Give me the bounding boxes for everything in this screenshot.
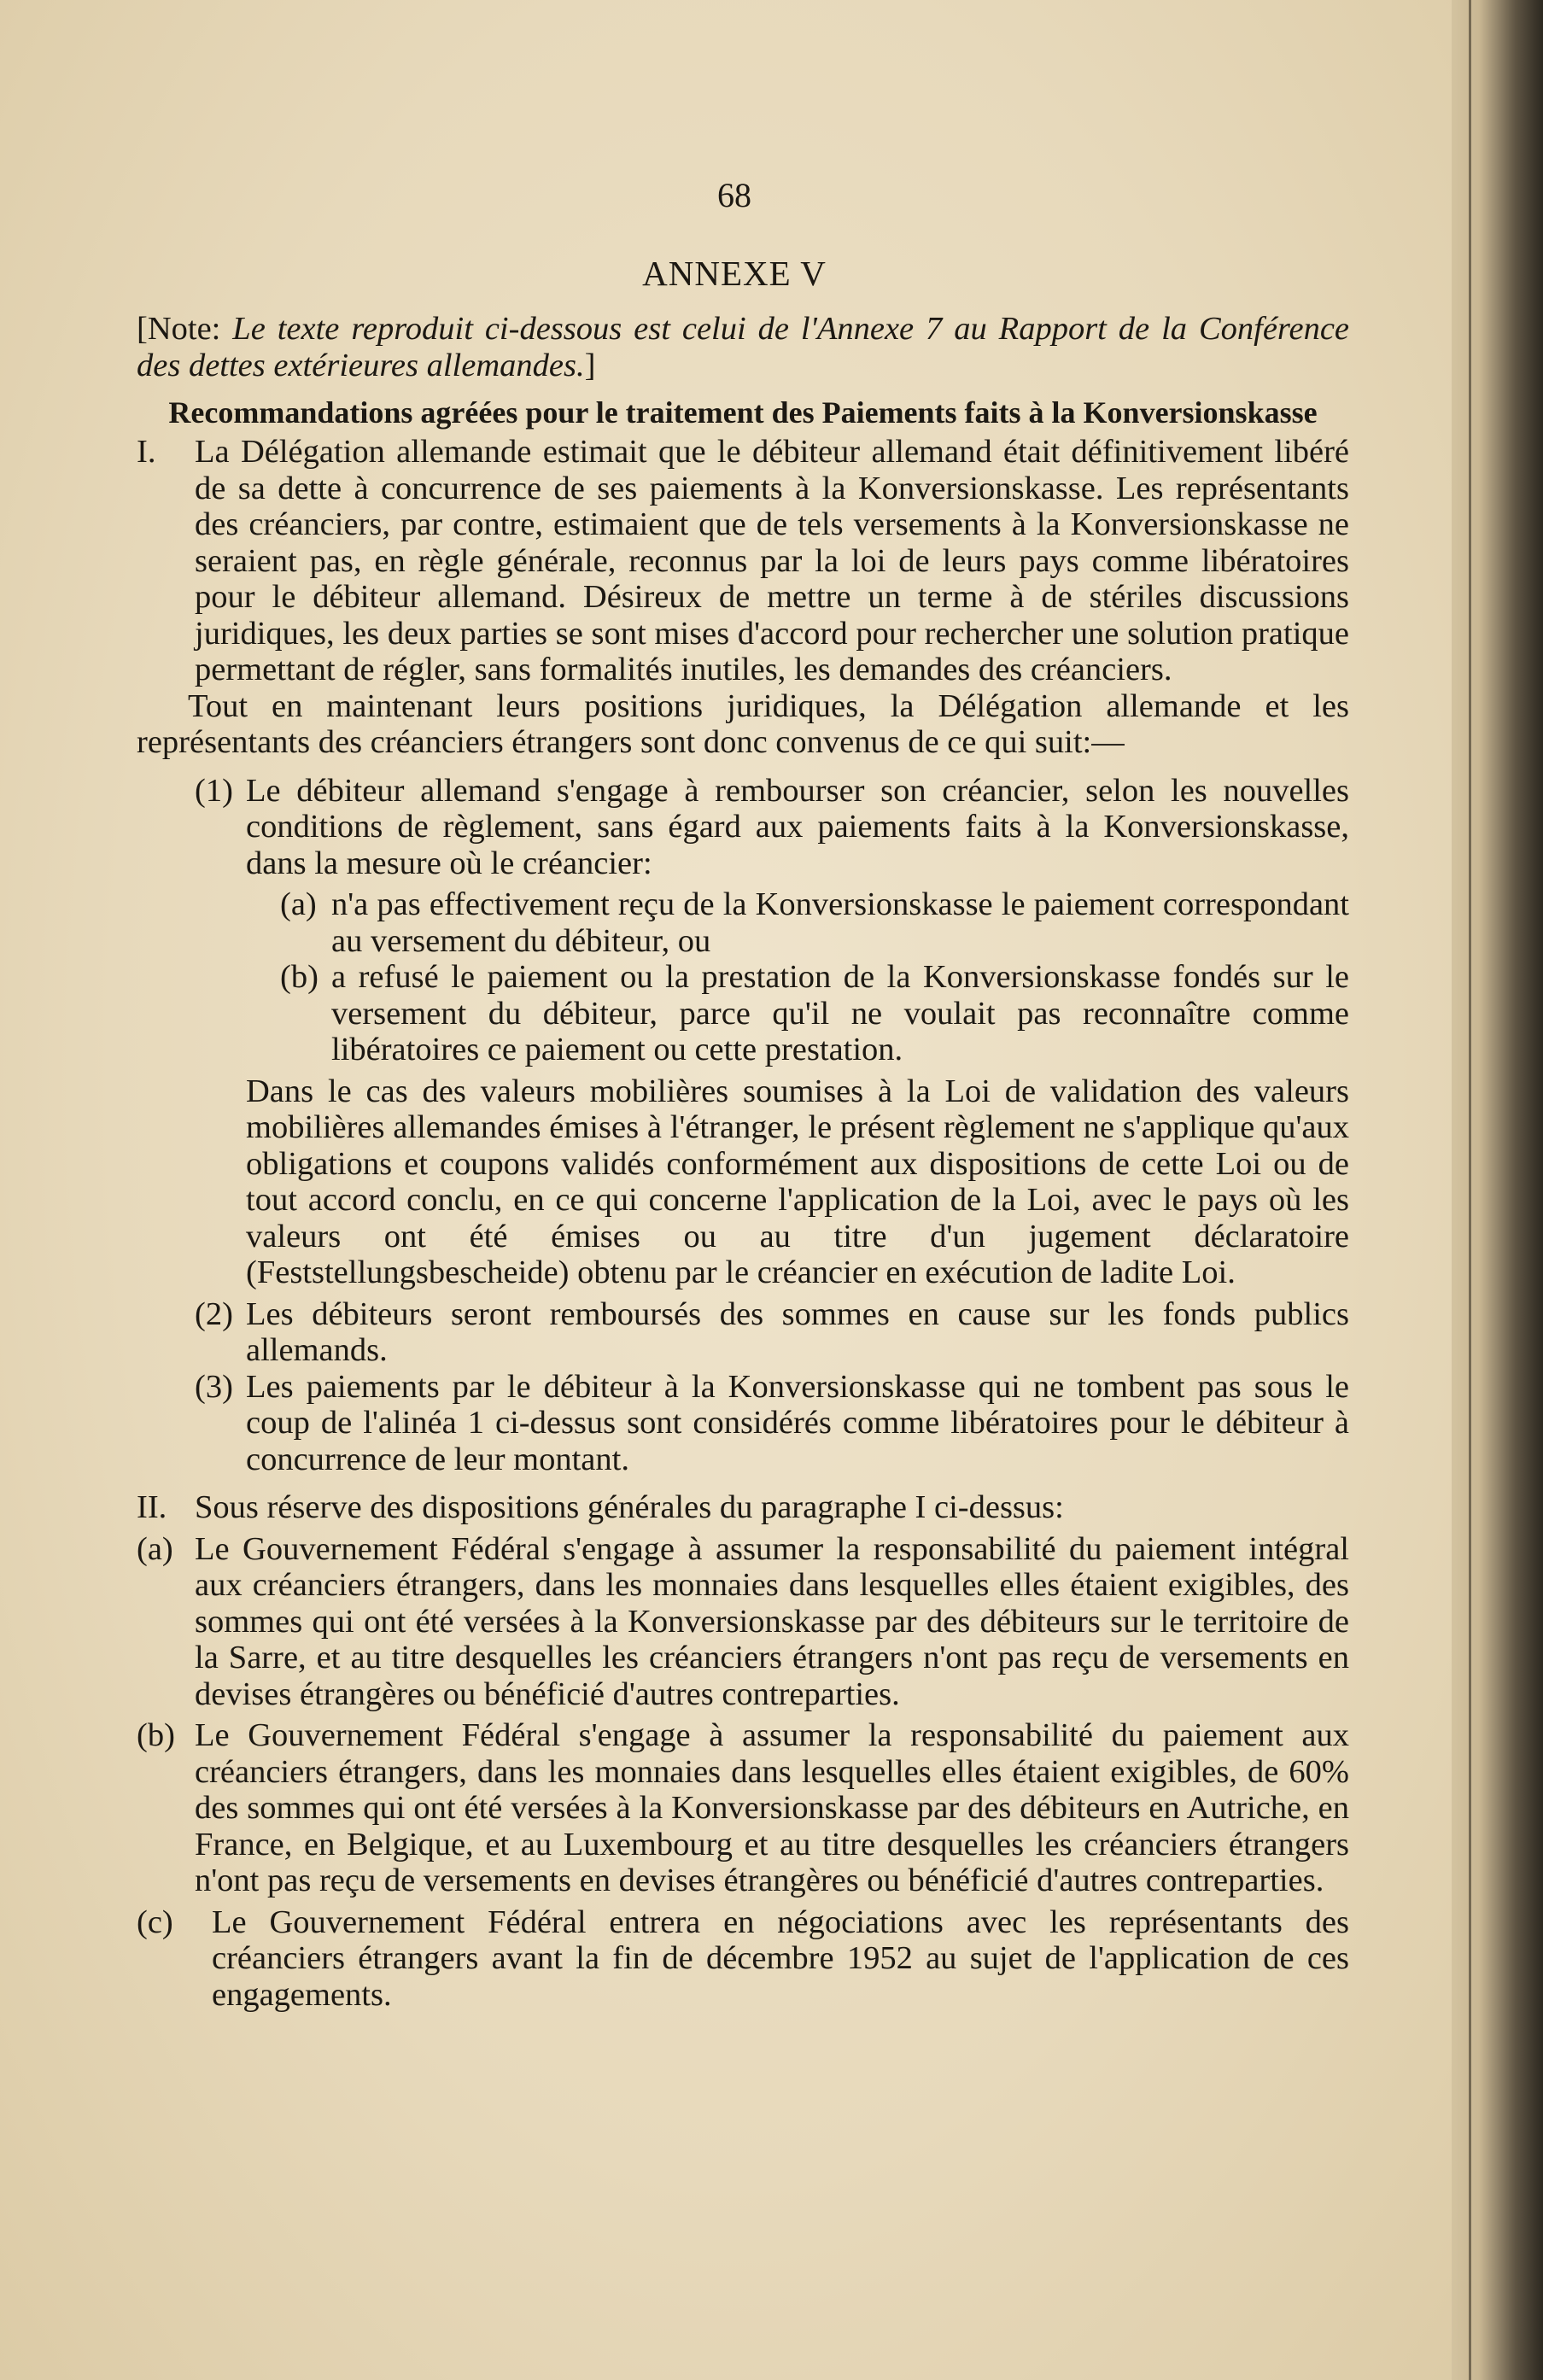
securities-paragraph: Dans le cas des valeurs mobilières soumises à la Loi de validation des valeurs mobilières allemandes émises à l'étranger, le présent règlement ne s'applique qu'aux obligations et coupons validés conformément aux dispositions de cette Loi ou de tout accord conclu, en ce qui concerne l'application de la Loi, avec le pays où les valeurs ont été émises ou au titre d'un jugement déclaratoire (Feststellungsbescheide) obtenu par le créancier en exécution de ladite Loi. — [246, 1073, 1349, 1290]
list-item-label: (3) — [195, 1368, 233, 1405]
section-2-item-label: (c) — [137, 1903, 173, 1940]
section-1-para-2: Tout en maintenant leurs positions juridiques, la Délégation allemande et les représentants des créanciers étrangers sont donc convenus de ce qui suit:— — [137, 687, 1349, 760]
list-item-label: (2) — [195, 1295, 233, 1332]
list-item-2 — [137, 1296, 1349, 1369]
page-edge-line — [1469, 0, 1471, 2380]
section-2-item-text: Le Gouvernement Fédéral s'engage à assumer la responsabilité du paiement aux créanciers étrangers, dans les monnaies dans lesquelles elles étaient exigibles, de 60% des sommes qui ont été versées à la Konversionskasse par des débiteurs en Autriche, en France, en Belgique, et au Luxembourg et au titre desquelles les créanciers étrangers n'ont pas reçu de versements en devises étrangères ou bénéficié d'autres contreparties. — [195, 1717, 1349, 1898]
section-2-intro — [137, 1489, 1349, 1526]
section-2-item-label: (b) — [137, 1717, 175, 1753]
sub-item-b — [137, 959, 1349, 1068]
list-item-text: Les paiements par le débiteur à la Konversionskasse qui ne tombent pas sous le coup de l'alinéa 1 ci-dessus sont considérés comme libératoires pour le débiteur à concurrence de leur montant. — [246, 1368, 1349, 1477]
section-2-item-c — [137, 1904, 1349, 2014]
page-number: 68 — [717, 176, 751, 214]
editor-note — [137, 311, 1349, 383]
list-item-text: Les débiteurs seront remboursés des sommes en cause sur les fonds publics allemands. — [246, 1295, 1349, 1368]
note-prefix: [Note: — [137, 311, 233, 347]
section-2-item-b — [137, 1717, 1349, 1899]
note-italic: Le texte reproduit ci-dessous est celui de l'Annexe 7 au Rapport de la Conférence des dettes extérieures allemandes. — [137, 311, 1349, 383]
section-2-label: II. — [137, 1489, 167, 1525]
section-2-item-text: Le Gouvernement Fédéral entrera en négociations avec les représentants des créanciers étrangers avant la fin de décembre 1952 au sujet de l'application de ces engagements. — [212, 1903, 1349, 2013]
section-2-item-a — [137, 1531, 1349, 1713]
sub-item-label: (a) — [280, 886, 317, 922]
list-item-text: Le débiteur allemand s'engage à rembourser son créancier, selon les nouvelles conditions de règlement, sans égard aux paiements faits à la Konversionskasse, dans la mesure où le créancier: — [246, 772, 1349, 881]
section-1-text: La Délégation allemande estimait que le débiteur allemand était définitivement libéré de sa dette à concurrence de ses paiements à la Konversionskasse. Les représentants des créanciers, par contre, estimaient que de tels versements à la Konversionskasse ne seraient pas, en règle générale, reconnus par la loi de leurs pays comme libératoires pour le débiteur allemand. Désireux de mettre un terme à de stériles discussions juridiques, les deux parties se sont mises d'accord pour rechercher une solution pratique permettant de régler, sans formalités inutiles, les demandes des créanciers. — [195, 434, 1349, 687]
section-2-item-label: (a) — [137, 1530, 173, 1567]
list-item-1 — [137, 773, 1349, 882]
recommendations-title: Recommandations agréées pour le traitement des Paiements faits à la Konversionskasse — [168, 395, 1318, 430]
list-item-3 — [137, 1369, 1349, 1478]
list-item-label: (1) — [195, 772, 233, 809]
document-body — [137, 311, 1349, 2013]
section-1-label: I. — [137, 434, 156, 470]
annex-heading: ANNEXE V — [642, 254, 827, 293]
section-1-para-1 — [137, 434, 1349, 688]
page-edge-shadow — [1452, 0, 1543, 2380]
sub-item-text: n'a pas effectivement reçu de la Konversionskasse le paiement correspondant au versement du débiteur, ou — [331, 886, 1349, 959]
section-2-item-text: Le Gouvernement Fédéral s'engage à assumer la responsabilité du paiement intégral aux créanciers étrangers, dans les monnaies dans lesquelles elles étaient exigibles, des sommes qui ont été versées à la Konversionskasse par des débiteurs sur le territoire de la Sarre, et au titre desquelles les créanciers étrangers n'ont pas reçu de versements en devises étrangères ou bénéficié d'autres contreparties. — [195, 1530, 1349, 1712]
sub-item-text: a refusé le paiement ou la prestation de la Konversionskasse fondés sur le versement du débiteur, parce qu'il ne voulait pas reconnaître comme libératoires ce paiement ou cette prestation. — [331, 959, 1349, 1067]
sub-item-label: (b) — [280, 959, 319, 995]
sub-item-a — [137, 886, 1349, 959]
section-2-intro-text: Sous réserve des dispositions générales du paragraphe I ci-dessus: — [195, 1489, 1064, 1525]
note-suffix: ] — [584, 347, 596, 383]
